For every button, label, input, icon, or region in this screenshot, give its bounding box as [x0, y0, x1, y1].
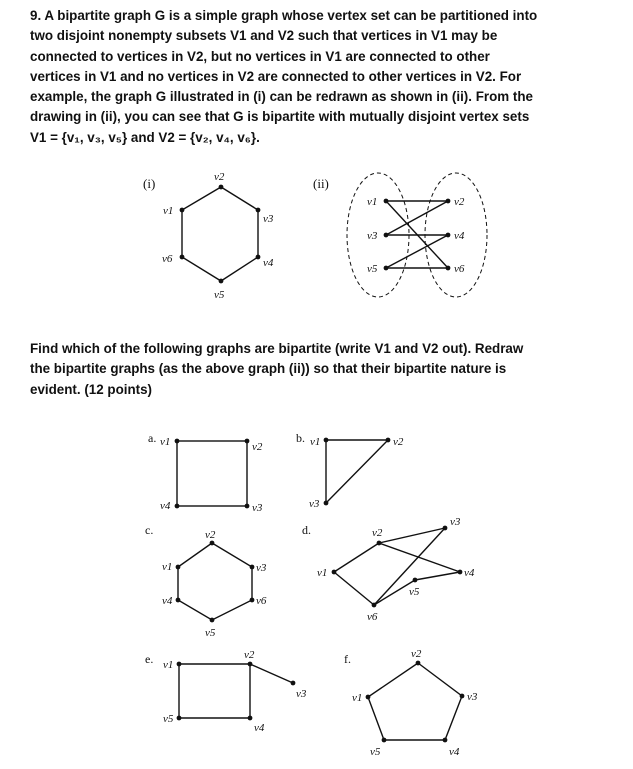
vertex-label: v3	[263, 213, 274, 225]
vertex-label: v2	[411, 648, 422, 660]
question-line: 9. A bipartite graph G is a simple graph whose vertex set can be partitioned into	[30, 8, 538, 23]
vertex-label: v1	[317, 567, 328, 579]
vertex-label: v4	[254, 722, 265, 734]
vertex-label: v2	[393, 436, 404, 448]
vertex-label: v3	[256, 562, 267, 574]
graph-d	[334, 528, 460, 605]
graph-e	[179, 664, 293, 718]
vertex-label: v5	[214, 289, 225, 301]
vertex-label: v5	[367, 263, 378, 275]
vertex-label: v1	[352, 692, 363, 704]
vertex-label: v1	[163, 205, 174, 217]
vertex-label: v5	[205, 627, 216, 639]
instruction-line: the bipartite graphs (as the above graph (ii)) so that their bipartite nature is	[30, 361, 507, 377]
vertex-label: v3	[309, 498, 320, 510]
vertex-label: v2	[252, 441, 263, 453]
vertex-label: v2	[454, 196, 465, 208]
graph-c	[178, 543, 252, 620]
vertex-label: v3	[252, 502, 263, 514]
vertex-label: v4	[162, 595, 173, 607]
vertex-label: v3	[450, 516, 461, 528]
figure-label-e: e.	[145, 652, 154, 666]
instruction-line: evident. (12 points)	[30, 381, 153, 397]
figure-label-c: c.	[145, 523, 154, 537]
vertex-label: v3	[367, 230, 378, 242]
vertex-label: v1	[163, 659, 174, 671]
vertex-label: v1	[367, 196, 378, 208]
vertex-label: v4	[449, 746, 460, 758]
vertex-label: v2	[205, 529, 216, 541]
figure-label-i: (i)	[143, 176, 156, 191]
question-line: V1 = {v₁, v₃, v₅} and V2 = {v₂, v₄, v₆}.	[30, 129, 260, 145]
question-line: connected to vertices in V2, but no vertices in V1 are connected to other	[30, 48, 490, 64]
vertex-label: v6	[162, 253, 173, 265]
vertex-label: v3	[296, 688, 307, 700]
vertex-label: v5	[409, 586, 420, 598]
vertex-label: v1	[162, 561, 173, 573]
vertex-label: v2	[214, 171, 225, 183]
vertex-label: v2	[372, 527, 383, 539]
graph-example-i	[182, 187, 258, 281]
vertex-label: v6	[454, 263, 465, 275]
instruction-line: Find which of the following graphs are bipartite (write V1 and V2 out). Redraw	[30, 341, 524, 356]
vertex-label: v1	[160, 436, 171, 448]
question-line: drawing in (ii), you can see that G is bipartite with mutually disjoint vertex sets	[30, 109, 530, 125]
question-line: example, the graph G illustrated in (i) can be redrawn as shown in (ii). From the	[30, 89, 533, 105]
graph-b	[326, 440, 388, 503]
vertex-label: v4	[160, 500, 171, 512]
vertex-label: v5	[163, 713, 174, 725]
graph-f	[368, 663, 462, 740]
graph-a	[177, 441, 247, 506]
vertex-label: v1	[310, 436, 321, 448]
figure-label-f: f.	[344, 652, 351, 666]
vertex-label: v2	[244, 649, 255, 661]
figure-label-b: b.	[296, 431, 305, 445]
vertex-label: v5	[370, 746, 381, 758]
vertex-label: v4	[454, 230, 465, 242]
figure-label-d: d.	[302, 523, 311, 537]
question-line: vertices in V1 and no vertices in V2 are connected to other vertices in V2. For	[30, 68, 522, 84]
figure-label-ii: (ii)	[313, 176, 329, 191]
vertex-label: v6	[256, 595, 267, 607]
vertex-label: v3	[467, 691, 478, 703]
question-line: two disjoint nonempty subsets V1 and V2 such that vertices in V1 may be	[30, 28, 498, 44]
vertex-label: v6	[367, 611, 378, 623]
figure-label-a: a.	[148, 431, 157, 445]
vertex-label: v4	[464, 567, 475, 579]
vertex-label: v4	[263, 257, 274, 269]
